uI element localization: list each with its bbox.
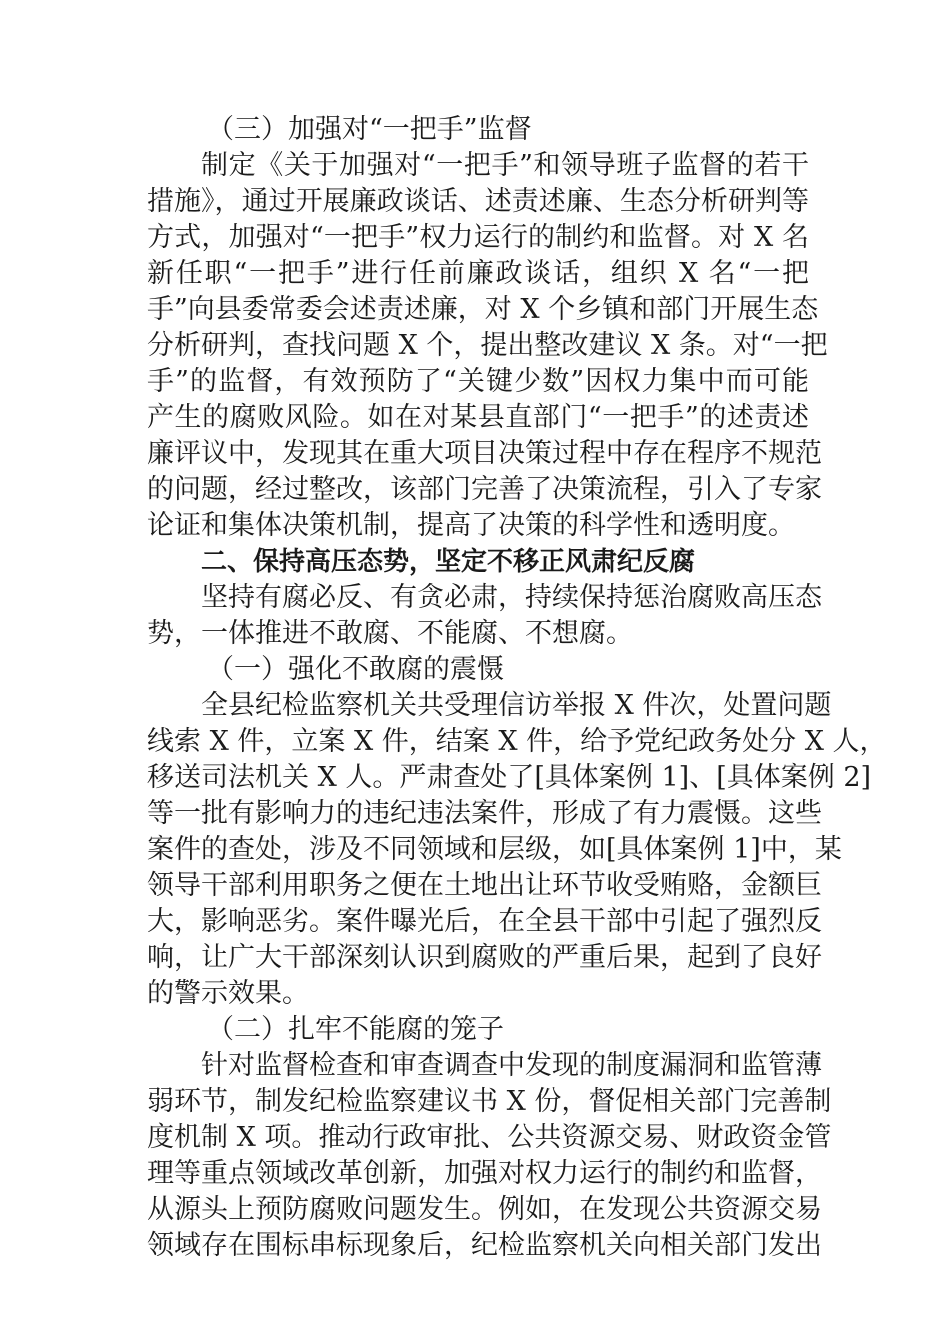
paragraph-supervise [147,148,828,544]
paragraph-pressure [147,580,822,652]
paragraph-line: 响，让广大干部深刻认识到腐败的严重后果，起到了良好 [147,942,822,973]
paragraph-line: 分析研判，查找问题 X 个，提出整改建议 X 条。对“一把 [147,330,828,361]
paragraph-line: 手”的监督，有效预防了“关键少数”因权力集中而可能 [147,366,809,397]
paragraph-line: 度机制 X 项。推动行政审批、公共资源交易、财政资金管 [147,1122,832,1153]
paragraph-line: 方式，加强对“一把手”权力运行的制约和监督。对 X 名 [147,222,809,253]
paragraph-deter [147,688,887,1012]
paragraph-line: 理等重点领域改革创新，加强对权力运行的制约和监督， [147,1158,822,1189]
paragraph-line: 势，一体推进不敢腐、不能腐、不想腐。 [147,618,633,649]
paragraph-line: 线索 X 件，立案 X 件，结案 X 件，给予党纪政务处分 X 人， [147,726,887,757]
paragraph-line: 廉评议中，发现其在重大项目决策过程中存在程序不规范 [147,438,822,469]
paragraph-line: 案件的查处，涉及不同领域和层级，如[具体案例 1]中，某 [147,834,842,865]
paragraph-line: 等一批有影响力的违纪违法案件，形成了有力震慑。这些 [147,798,822,829]
paragraph-line: 移送司法机关 X 人。严肃查处了[具体案例 1]、[具体案例 2] [147,762,872,793]
paragraph-line: 制定《关于加强对“一把手”和领导班子监督的若干 [201,150,809,181]
paragraph-line: 针对监督检查和审查调查中发现的制度漏洞和监管薄 [201,1050,822,1081]
paragraph-line: 的警示效果。 [147,978,309,1009]
document-page [147,112,887,1264]
paragraph-line: 措施》，通过开展廉政谈话、述责述廉、生态分析研判等 [147,186,809,217]
section-heading-pressure: 二、保持高压态势，坚定不移正风肃纪反腐 [201,547,696,577]
paragraph-line: 坚持有腐必反、有贪必肃，持续保持惩治腐败高压态 [201,582,822,613]
section-heading-supervise: （三）加强对“一把手”监督 [207,114,532,145]
paragraph-line: 新任职“一把手”进行任前廉政谈话，组织 X 名“一把 [147,258,809,289]
paragraph-line: 论证和集体决策机制，提高了决策的科学性和透明度。 [147,510,795,541]
paragraph-line: 大，影响恶劣。案件曝光后，在全县干部中引起了强烈反 [147,906,822,937]
paragraph-line: 的问题，经过整改，该部门完善了决策流程，引入了专家 [147,474,822,505]
paragraph-line: 领导干部利用职务之便在土地出让环节收受贿赂，金额巨 [147,870,822,901]
section-heading-cage: （二）扎牢不能腐的笼子 [207,1014,504,1045]
paragraph-cage [147,1048,832,1264]
paragraph-line: 弱环节，制发纪检监察建议书 X 份，督促相关部门完善制 [147,1086,832,1117]
paragraph-line: 手”向县委常委会述责述廉，对 X 个乡镇和部门开展生态 [147,294,819,325]
paragraph-line: 全县纪检监察机关共受理信访举报 X 件次，处置问题 [201,690,832,721]
section-heading-deter: （一）强化不敢腐的震慑 [207,654,504,685]
paragraph-line: 领域存在围标串标现象后，纪检监察机关向相关部门发出 [147,1230,822,1261]
paragraph-line: 从源头上预防腐败问题发生。例如，在发现公共资源交易 [147,1194,822,1225]
paragraph-line: 产生的腐败风险。如在对某县直部门“一把手”的述责述 [147,402,809,433]
